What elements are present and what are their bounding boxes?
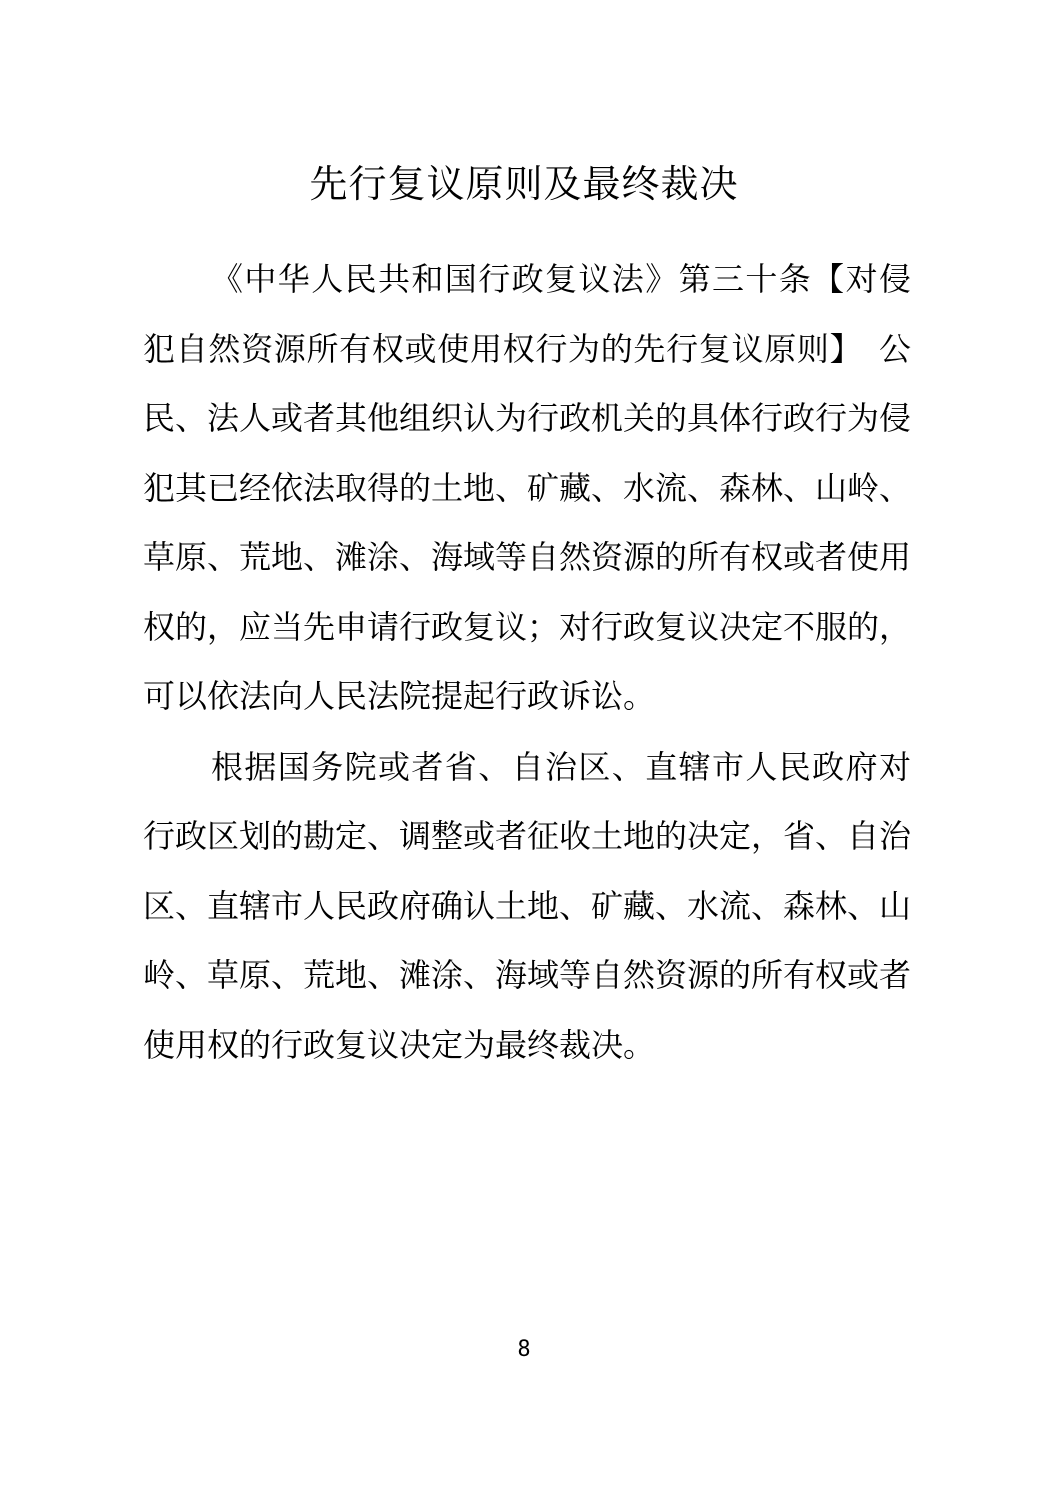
paragraph-article-30: 《中华人民共和国行政复议法》第三十条【对侵犯自然资源所有权或使用权行为的先行复议原则】 公民、法人或者其他组织认为行政机关的具体行政行为侵犯其已经依法取得的土地、矿藏、水流、森林、山岭、草原、荒地、滩涂、海域等自然资源的所有权或者使用权的，应当先申请行政复议；对行政复议决定不服的，可以依法向人民法院提起行政诉讼。 [143,260,912,715]
paragraph-final-ruling: 根据国务院或者省、自治区、直辖市人民政府对行政区划的勘定、调整或者征收土地的决定，省、自治区、直辖市人民政府确认土地、矿藏、水流、森林、山岭、草原、荒地、滩涂、海域等自然资源的所有权或者使用权的行政复议决定为最终裁决。 [143,747,912,1064]
document-body [143,245,911,1080]
page-number: 8 [517,1337,531,1362]
page-title: 先行复议原则及最终裁决 [309,162,739,206]
